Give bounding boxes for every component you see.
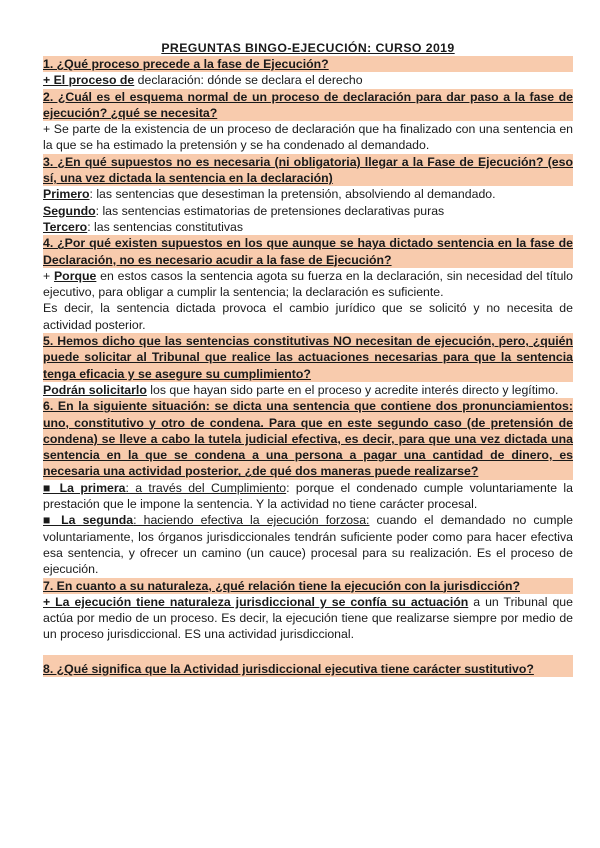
- question-1: 1. ¿Qué proceso precede a la fase de Ejecución?: [43, 56, 573, 72]
- question-8: 8. ¿Qué significa que la Actividad jurisdiccional ejecutiva tiene carácter sustitutivo?: [43, 655, 573, 677]
- answer-1: [43, 72, 573, 88]
- answer-3-item: [43, 203, 573, 219]
- answer-1-text: declaración: dónde se declara el derecho: [134, 73, 363, 88]
- answer-5-lead: Podrán solicitarlo: [43, 382, 147, 397]
- question-7: 7. En cuanto a su naturaleza, ¿qué relación tiene la ejecución con la jurisdicción?: [43, 578, 573, 594]
- answer-6-second-lead: ■ La segunda: [43, 513, 134, 528]
- answer-6-first-text: : porque el condenado cumple voluntariamente la prestación que le impone la sentencia. Y la actividad no tiene carácter procesal.: [43, 480, 573, 512]
- answer-7-text: a un Tribunal que actúa por medio de un proceso. Es decir, la ejecución tiene que realizarse siempre por medio de un proceso jurisdiccional. ES una actividad jurisdiccional.: [43, 594, 573, 642]
- answer-5-text: los que hayan sido parte en el proceso y acredite interés directo y legítimo.: [146, 382, 559, 397]
- answer-4-lead: Porque: [53, 268, 97, 283]
- answer-7-lead: + La ejecución tiene naturaleza jurisdiccional y se confía su actuación: [43, 594, 469, 609]
- question-4: 4. ¿Por qué existen supuestos en los que aunque se haya dictado sentencia en la fase de Declaración, no es necesario acudir a la fase de Ejecución?: [43, 236, 573, 267]
- answer-3-text: : las sentencias que desestiman la pretensión, absolviendo al demandado.: [89, 187, 496, 202]
- answer-4-prefix: +: [43, 268, 54, 283]
- document-title: PREGUNTAS BINGO-EJECUCIÓN: CURSO 2019: [161, 41, 455, 55]
- answer-3-lead: Segundo: [43, 203, 96, 218]
- answer-5: [43, 382, 573, 398]
- answer-3-text: : las sentencias estimatorias de pretensiones declarativas puras: [95, 203, 445, 218]
- spacer: [43, 643, 573, 655]
- answer-7: [43, 594, 573, 643]
- answer-3-item: [43, 186, 573, 202]
- answer-3-item: [43, 219, 573, 235]
- question-5: 5. Hemos dicho que las sentencias constitutivas NO necesitan de ejecución, pero, ¿quién puede solicitar al Tribunal que realice las actuaciones necesarias para que la sentencia tenga eficacia y se asegure su cumplimiento?: [43, 334, 573, 381]
- answer-6-second: [43, 512, 573, 577]
- answer-3-text: : las sentencias constitutivas: [87, 219, 244, 234]
- answer-4: [43, 268, 573, 301]
- answer-6-first-lead: ■ La primera: [43, 480, 126, 495]
- question-2: 2. ¿Cuál es el esquema normal de un proceso de declaración para dar paso a la fase de ejecución? ¿qué se necesita?: [43, 89, 573, 120]
- question-3: 3. ¿En qué supuestos no es necesaria (ni obligatoria) llegar a la Fase de Ejecución? (eso sí, una vez dictada la sentencia en la declaración): [43, 154, 573, 186]
- answer-3-lead: Primero: [43, 187, 90, 202]
- answer-6-second-text: cuando el demandado no cumple voluntariamente, los órganos jurisdiccionales tendrán suficiente poder como para hacer efectiva esa sentencia, y ofrecer un camino (un cauce) procesal para su realización. Es el proceso de ejecución.: [43, 513, 573, 577]
- answer-3-lead: Tercero: [43, 219, 88, 234]
- answer-4-continued: Es decir, la sentencia dictada provoca el cambio jurídico que se solicitó y no necesita de actividad posterior.: [43, 301, 573, 332]
- question-6: 6. En la siguiente situación: se dicta una sentencia que contiene dos pronunciamientos: uno, constitutivo y otro de condena. Para que en este segundo caso (de pretensión de condena) se lleve a cabo la tutela judicial efectiva, es decir, para que una vez dictada una sentencia en la que se condena a una persona a pagar una cantidad de dinero, es necesaria una actividad posterior, ¿de qué dos maneras puede realizarse?: [43, 399, 573, 479]
- answer-6-first-underlined: Cumplimiento: [210, 480, 287, 495]
- document-page: [43, 40, 573, 677]
- answer-4-text: en estos casos la sentencia agota su fuerza en la declaración, sin necesidad del título ejecutivo, para obligar a cumplir la sentencia; la declaración es suficiente.: [43, 268, 573, 300]
- answer-6-second-underlined: : haciendo efectiva la ejecución forzosa:: [133, 513, 370, 528]
- answer-2: + Se parte de la existencia de un proceso de declaración que ha finalizado con una sentencia en la que se ha estimado la pretensión y se ha condenado al demandado.: [43, 122, 573, 153]
- answer-6-first: [43, 480, 573, 513]
- answer-6-first-mid: : a través del: [125, 480, 211, 495]
- answer-1-lead: + El proceso de: [43, 73, 135, 88]
